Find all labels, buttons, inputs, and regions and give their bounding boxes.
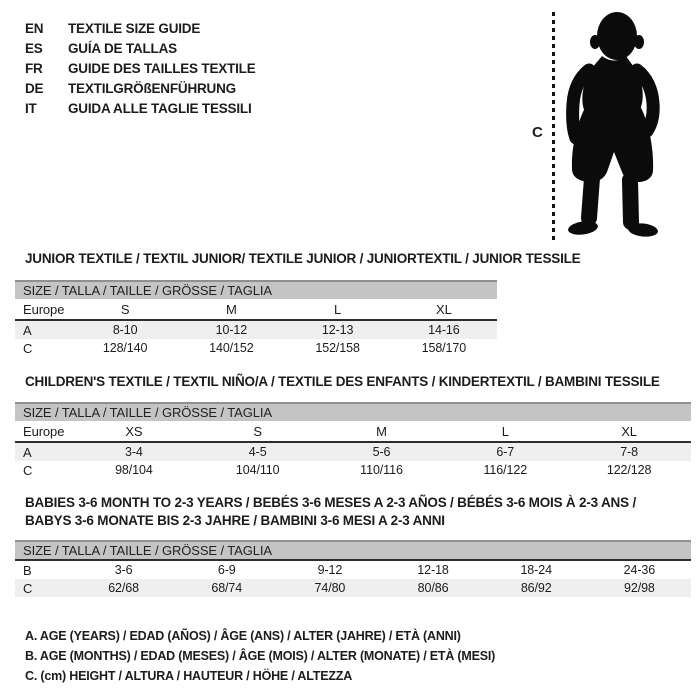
row-label: B: [23, 562, 32, 578]
value-cell: 128/140: [102, 341, 148, 355]
size-table: [15, 402, 691, 479]
value-cell: 4-5: [196, 442, 320, 461]
section-title-junior: JUNIOR TEXTILE / TEXTIL JUNIOR/ TEXTILE JUNIOR / JUNIORTEXTIL / JUNIOR TESSILE: [25, 251, 581, 266]
value-cell: 122/128: [606, 463, 652, 477]
legend-line-a: A. AGE (YEARS) / EDAD (AÑOS) / ÂGE (ANS) / ALTER (JAHRE) / ETÀ (ANNI): [25, 629, 461, 643]
size-table: [15, 540, 691, 597]
value-cell: 18-24: [520, 563, 552, 577]
toddler-silhouette-icon: [558, 6, 666, 242]
size-cell: L: [285, 299, 391, 320]
size-cell: S: [72, 299, 178, 320]
table-row: [15, 461, 691, 479]
size-table: [15, 280, 497, 357]
value-cell: 7-8: [567, 442, 691, 461]
language-row: [25, 79, 256, 99]
language-code: DE: [25, 81, 44, 96]
language-row: [25, 59, 256, 79]
language-title-list: [25, 19, 256, 119]
value-cell: 24-36: [623, 563, 656, 577]
value-cell: 62/68: [72, 579, 175, 597]
value-cell: 8-10: [72, 320, 178, 339]
row-label: A: [15, 442, 72, 461]
table-row: [15, 579, 691, 597]
value-cell: 140/152: [209, 341, 254, 355]
value-cell: 98/104: [115, 463, 153, 477]
table-header-bar: SIZE / TALLA / TAILLE / GRÖSSE / TAGLIA: [15, 541, 691, 560]
value-cell: 158/170: [421, 341, 467, 355]
table-row: [15, 560, 691, 579]
section-title-babies: [25, 494, 636, 530]
value-cell: 80/86: [381, 579, 484, 597]
language-row: [25, 19, 256, 39]
value-cell: 3-4: [72, 442, 196, 461]
value-cell: 14-16: [391, 320, 497, 339]
value-cell: 152/158: [315, 341, 360, 355]
value-cell: 6-7: [443, 442, 567, 461]
table-row: [15, 442, 691, 461]
size-cell: XS: [72, 421, 196, 442]
value-cell: 12-13: [285, 320, 391, 339]
value-cell: 6-9: [217, 563, 236, 577]
value-cell: 86/92: [485, 579, 588, 597]
language-row: [25, 39, 256, 59]
size-cell: S: [196, 421, 320, 442]
value-cell: 5-6: [320, 442, 444, 461]
value-cell: 116/122: [483, 463, 528, 477]
language-code: FR: [25, 61, 43, 76]
language-code: EN: [25, 21, 44, 36]
row-label: C: [15, 579, 72, 597]
language-title: GUIDA ALLE TAGLIE TESSILI: [68, 101, 252, 116]
section-title-babies-line2: BABYS 3-6 MONATE BIS 2-3 JAHRE / BAMBINI 3-6 MESI A 2-3 ANNI: [25, 513, 445, 528]
value-cell: 12-18: [417, 563, 449, 577]
language-title: TEXTILGRÖßENFÜHRUNG: [68, 81, 236, 96]
row-label: Europe: [15, 299, 72, 320]
size-cell: M: [178, 299, 284, 320]
table-row: [15, 320, 497, 339]
value-cell: 68/74: [175, 579, 278, 597]
language-title: GUIDE DES TAILLES TEXTILE: [68, 61, 256, 76]
junior-size-table: [15, 280, 497, 357]
children-size-table: [15, 402, 691, 479]
row-label: Europe: [15, 421, 72, 442]
size-cell: M: [320, 421, 444, 442]
value-cell: 104/110: [235, 463, 280, 477]
size-label-row: [15, 421, 691, 442]
size-label-row: [15, 299, 497, 320]
value-cell: 110/116: [360, 463, 403, 477]
language-code: IT: [25, 101, 37, 116]
language-code: ES: [25, 41, 43, 56]
language-row: [25, 99, 256, 119]
legend-line-b: B. AGE (MONTHS) / EDAD (MESES) / ÂGE (MOIS) / ALTER (MONATE) / ETÀ (MESI): [25, 649, 496, 663]
size-cell: XL: [391, 299, 497, 320]
table-row: [15, 339, 497, 357]
row-label: A: [15, 320, 72, 339]
size-cell: XL: [567, 421, 691, 442]
value-cell: 10-12: [178, 320, 284, 339]
babies-size-table: [15, 540, 691, 597]
value-cell: 74/80: [278, 579, 381, 597]
measure-legend: [25, 626, 495, 686]
height-dash-line: [552, 12, 555, 244]
language-title: TEXTILE SIZE GUIDE: [68, 21, 201, 36]
height-measure-label: C: [532, 124, 543, 141]
value-cell: 9-12: [317, 563, 343, 577]
section-title-children: CHILDREN'S TEXTILE / TEXTIL NIÑO/A / TEXTILE DES ENFANTS / KINDERTEXTIL / BAMBINI TESSILE: [25, 374, 660, 389]
size-cell: L: [443, 421, 567, 442]
legend-line-c: C. (cm) HEIGHT / ALTURA / HAUTEUR / HÖHE / ALTEZZA: [25, 669, 353, 683]
row-label: C: [23, 340, 33, 356]
value-cell: 92/98: [588, 579, 691, 597]
language-title: GUÍA DE TALLAS: [68, 41, 177, 56]
table-header-bar: SIZE / TALLA / TAILLE / GRÖSSE / TAGLIA: [15, 403, 691, 421]
table-header-bar: SIZE / TALLA / TAILLE / GRÖSSE / TAGLIA: [15, 281, 497, 299]
value-cell: 3-6: [114, 563, 133, 577]
row-label: C: [23, 462, 33, 478]
section-title-babies-line1: BABIES 3-6 MONTH TO 2-3 YEARS / BEBÉS 3-6 MESES A 2-3 AÑOS / BÉBÉS 3-6 MOIS À 2-3 ANS /: [25, 495, 636, 510]
